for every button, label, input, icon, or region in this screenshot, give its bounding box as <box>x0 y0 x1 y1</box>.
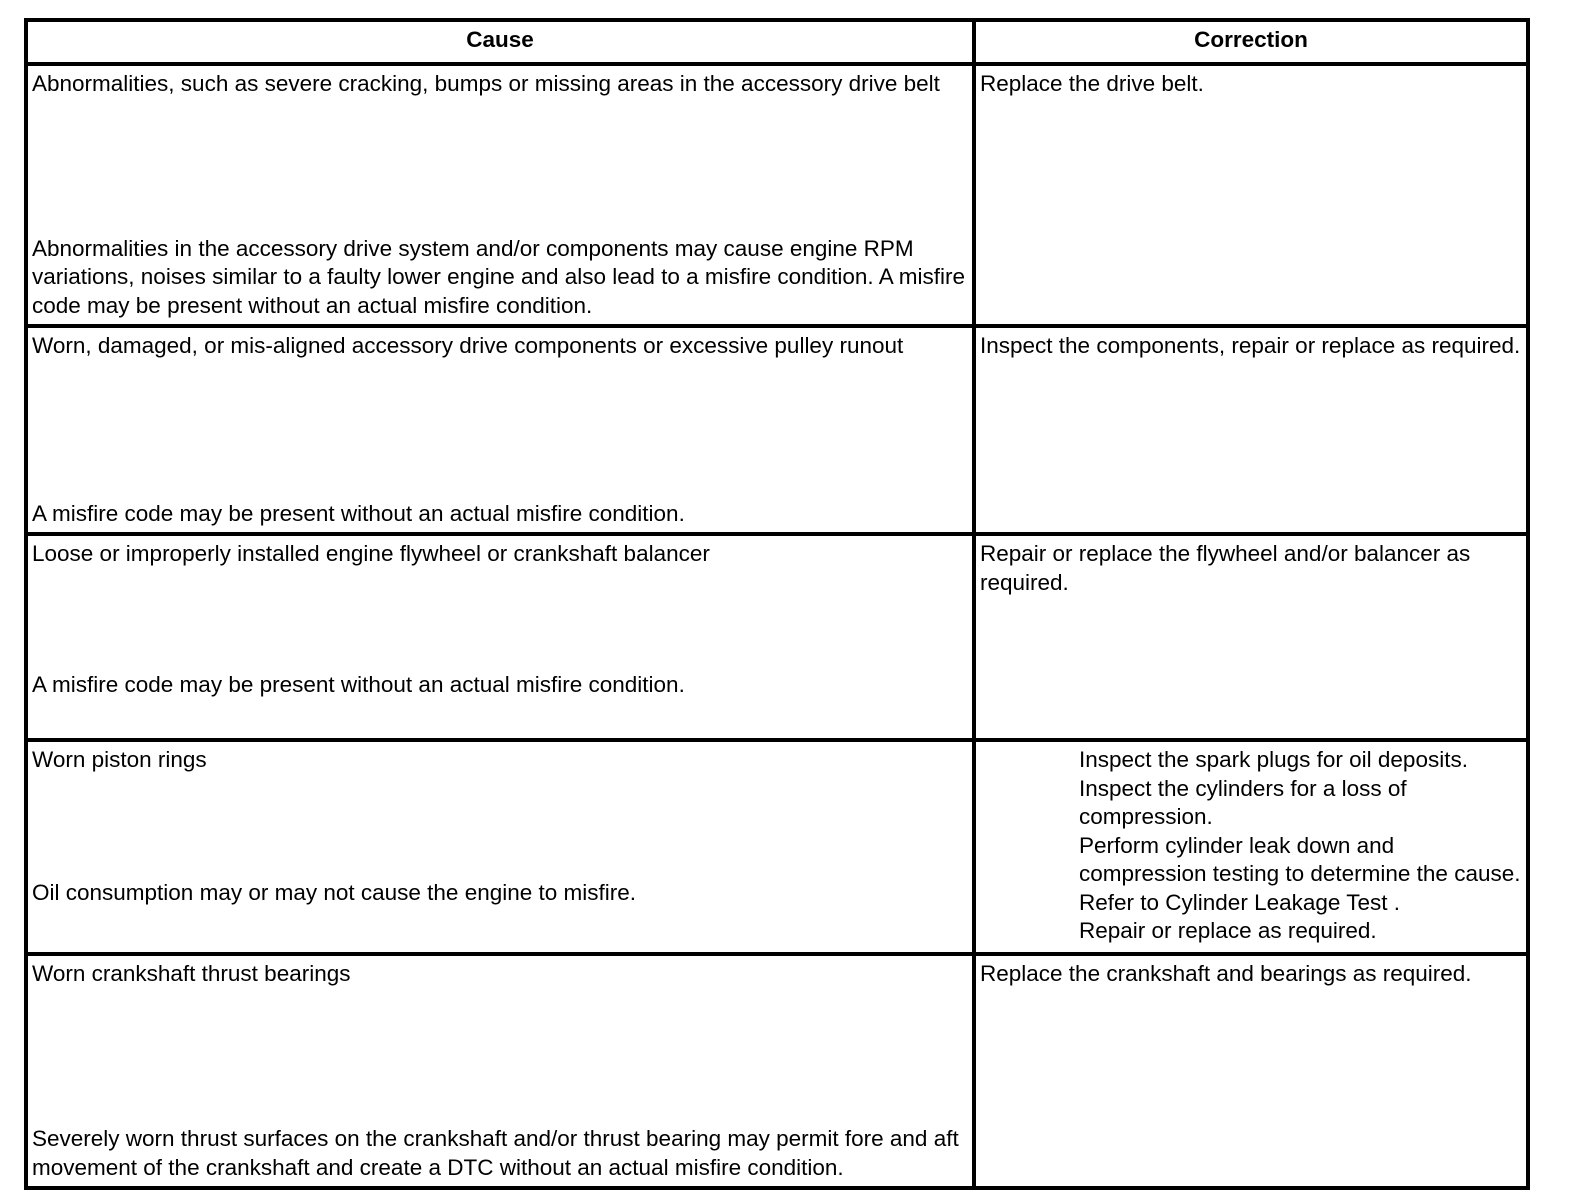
diagnostic-table <box>24 18 1530 1190</box>
correction-cell <box>974 534 1528 740</box>
correction-steps <box>980 746 1522 946</box>
header-correction: Correction <box>974 20 1528 64</box>
table-row <box>26 326 1528 534</box>
cause-note: Oil consumption may or may not cause the engine to misfire. <box>32 879 637 905</box>
cause-text: Loose or improperly installed engine flywheel or crankshaft balancer <box>32 541 710 566</box>
cause-text: Worn crankshaft thrust bearings <box>32 961 351 986</box>
cause-cell <box>26 740 974 954</box>
document-page <box>24 18 1526 1190</box>
table-row <box>26 64 1528 326</box>
table-row <box>26 534 1528 740</box>
correction-cell <box>974 326 1528 534</box>
header-cause: Cause <box>26 20 974 64</box>
table-row <box>26 954 1528 1188</box>
cause-text: Worn, damaged, or mis-aligned accessory drive components or excessive pulley runout <box>32 333 904 358</box>
cause-cell <box>26 64 974 326</box>
correction-text: Repair or replace the flywheel and/or balancer as required. <box>980 541 1471 595</box>
cause-note: A misfire code may be present without an actual misfire condition. <box>32 500 685 526</box>
correction-text: Replace the drive belt. <box>980 71 1204 96</box>
correction-text: Replace the crankshaft and bearings as required. <box>980 961 1472 986</box>
correction-cell <box>974 954 1528 1188</box>
cause-text: Worn piston rings <box>32 747 207 772</box>
cause-cell <box>26 534 974 740</box>
correction-step: Perform cylinder leak down and compression testing to determine the cause. Refer to Cylinder Leakage Test . <box>1079 832 1521 915</box>
correction-step: Repair or replace as required. <box>1079 918 1377 943</box>
table-row <box>26 740 1528 954</box>
correction-text: Inspect the components, repair or replace as required. <box>980 333 1521 358</box>
correction-step: Inspect the cylinders for a loss of compression. <box>1079 775 1407 829</box>
correction-step: Inspect the spark plugs for oil deposits. <box>1079 747 1468 772</box>
correction-cell <box>974 64 1528 326</box>
cause-note: A misfire code may be present without an actual misfire condition. <box>32 671 685 697</box>
correction-cell <box>974 740 1528 954</box>
cause-note: Severely worn thrust surfaces on the crankshaft and/or thrust bearing may permit fore and aft movement of the crankshaft and create a DTC without an actual misfire condition. <box>32 1126 959 1180</box>
cause-note: Abnormalities in the accessory drive system and/or components may cause engine RPM variations, noises similar to a faulty lower engine and also lead to a misfire condition. A misfire code may be present without an actual misfire condition. <box>32 235 965 318</box>
cause-cell <box>26 326 974 534</box>
table-header-row <box>26 20 1528 64</box>
cause-text: Abnormalities, such as severe cracking, bumps or missing areas in the accessory drive belt <box>32 71 940 96</box>
cause-cell <box>26 954 974 1188</box>
